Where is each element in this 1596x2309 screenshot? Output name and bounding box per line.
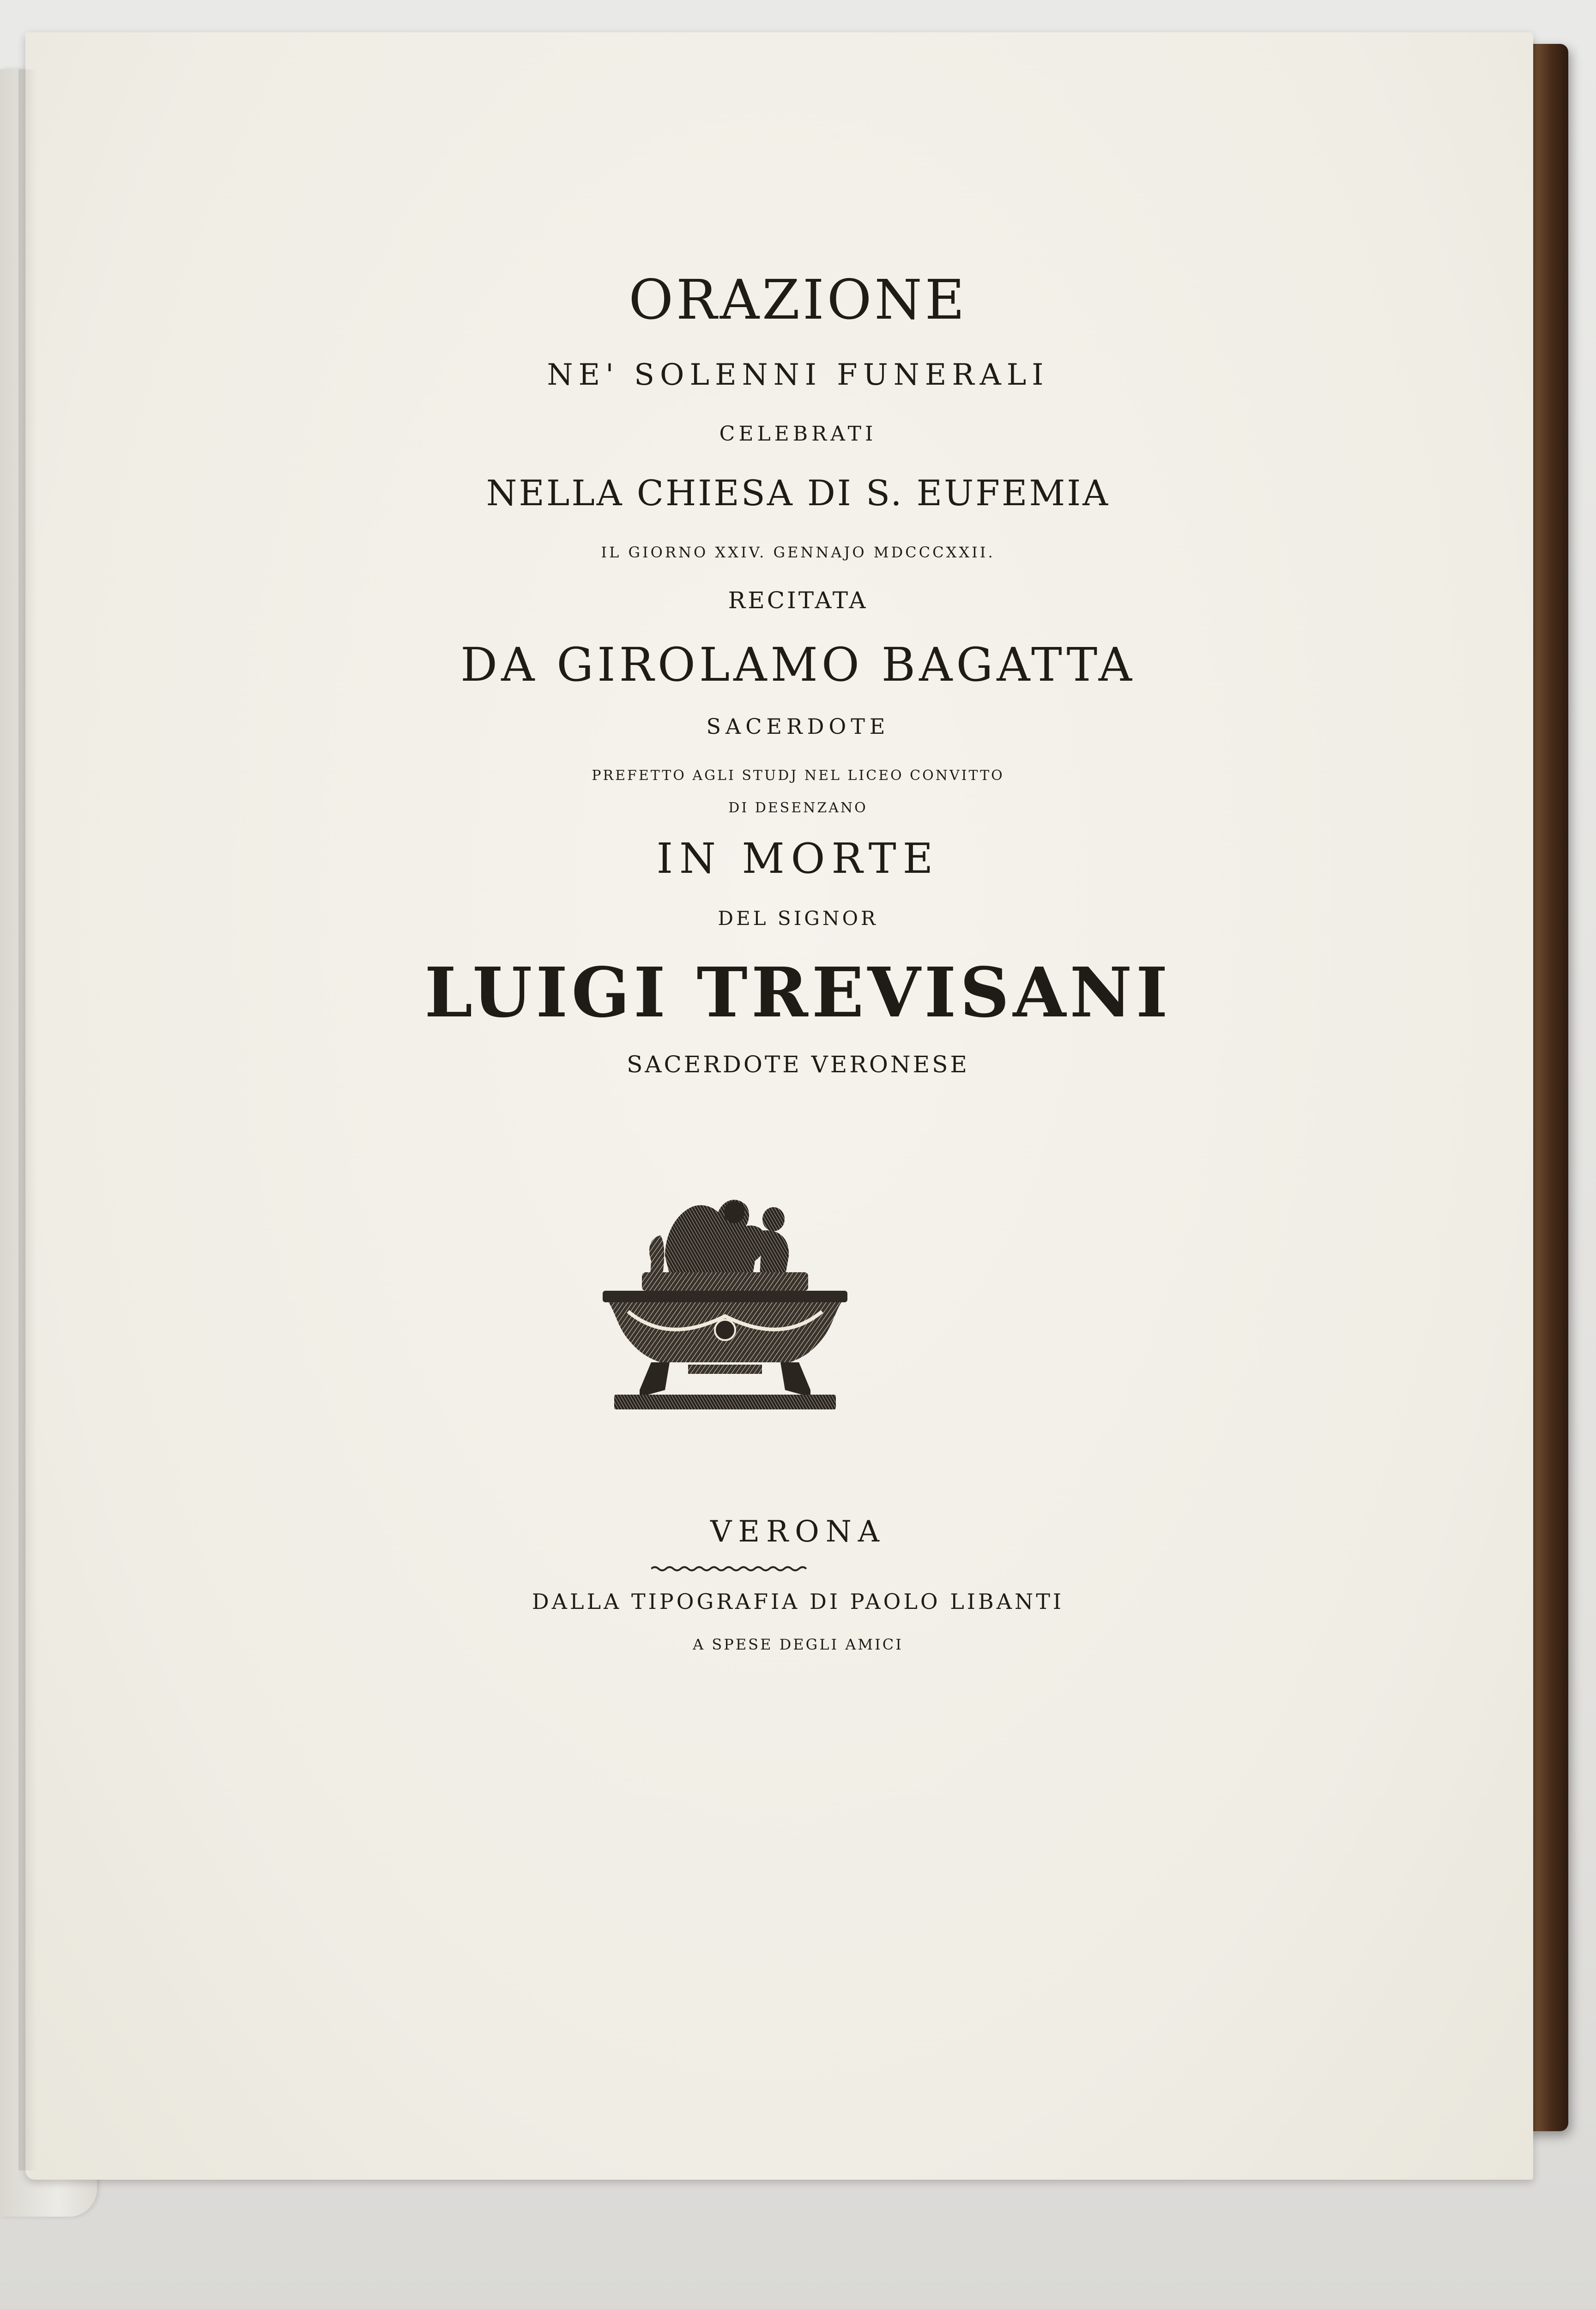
- subtitle-celebrati: CELEBRATI: [719, 422, 877, 446]
- author-name: DA GIROLAMO BAGATTA: [460, 638, 1136, 692]
- imprint-city: VERONA: [710, 1515, 886, 1549]
- subtitle-funerali: NE' SOLENNI FUNERALI: [547, 358, 1049, 392]
- subject-title: SACERDOTE VERONESE: [627, 1051, 969, 1078]
- subject-name: LUIGI TREVISANI: [424, 952, 1172, 1033]
- author-position: PREFETTO AGLI STUDJ NEL LICEO CONVITTO: [592, 768, 1004, 784]
- funerary-urn-vignette-icon: [596, 1187, 854, 1418]
- imprint-note: A SPESE DEGLI AMICI: [693, 1636, 903, 1653]
- recitata-line: RECITATA: [728, 587, 868, 614]
- date-line: IL GIORNO XXIV. GENNAJO MDCCCXXII.: [601, 544, 995, 561]
- in-morte-line: IN MORTE: [656, 834, 940, 883]
- decorative-rule-icon: [651, 1566, 808, 1572]
- del-signor-line: DEL SIGNOR: [718, 907, 878, 930]
- subtitle-chiesa: NELLA CHIESA DI S. EUFEMIA: [486, 472, 1110, 514]
- imprint-printer: DALLA TIPOGRAFIA DI PAOLO LIBANTI: [532, 1589, 1064, 1614]
- author-location: DI DESENZANO: [728, 800, 868, 816]
- author-title: SACERDOTE: [706, 714, 890, 739]
- title-orazione: ORAZIONE: [629, 268, 967, 332]
- title-page: [25, 32, 1533, 2180]
